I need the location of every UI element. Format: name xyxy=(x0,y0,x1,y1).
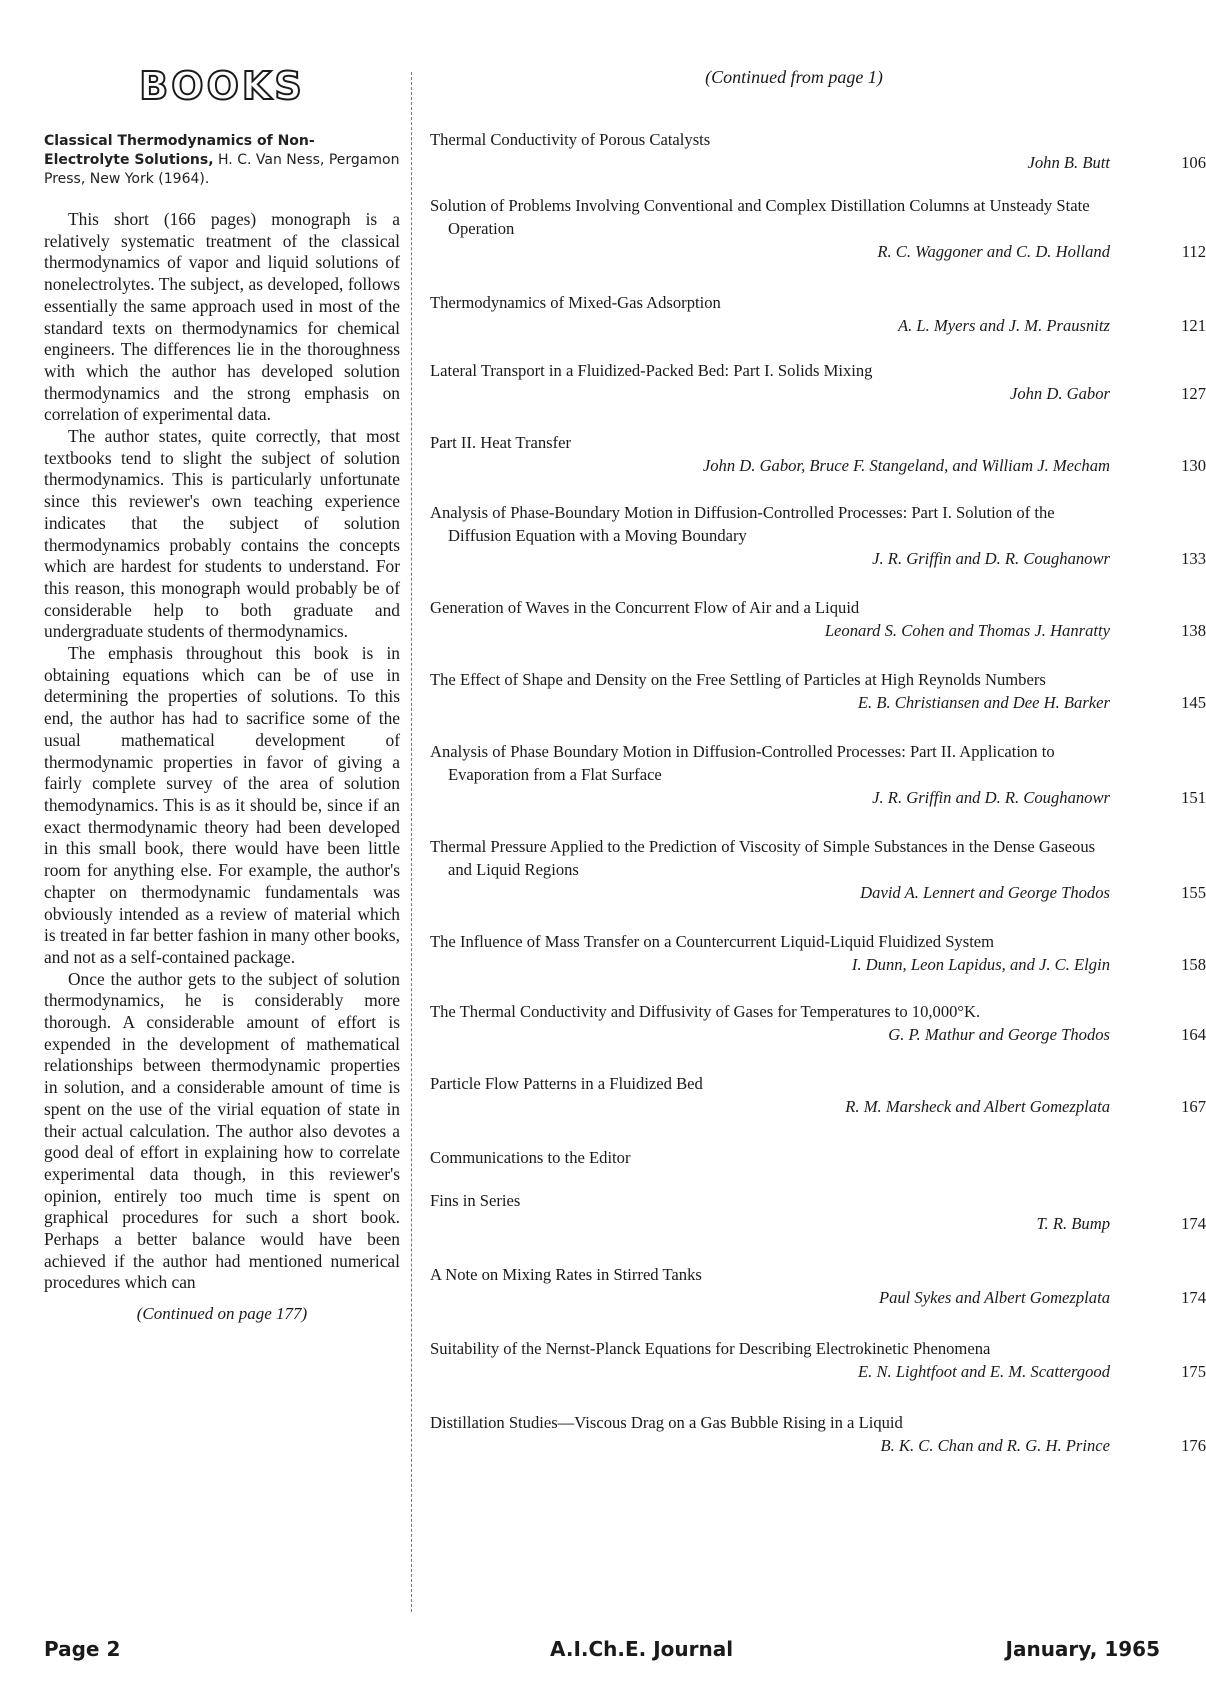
toc-byline xyxy=(430,151,1206,174)
toc-authors: I. Dunn, Leon Lapidus, and J. C. Elgin xyxy=(851,955,1110,974)
toc-authors: R. C. Waggoner and C. D. Holland xyxy=(877,242,1110,261)
books-heading: BOOKS xyxy=(139,64,305,108)
toc-page-number: 167 xyxy=(1181,1097,1206,1116)
page-number: Page 2 xyxy=(44,1637,121,1661)
toc-authors: A. L. Myers and J. M. Prausnitz xyxy=(897,316,1110,335)
toc-authors: E. B. Christiansen and Dee H. Barker xyxy=(857,693,1110,712)
toc-page-number: 133 xyxy=(1181,549,1206,568)
toc-page-number: 174 xyxy=(1181,1214,1206,1233)
toc-byline xyxy=(430,314,1206,337)
review-paragraph: This short (166 pages) monograph is a relatively systematic treatment of the classical thermodynamics of vapor and liquid solutions of nonelectrolytes. The subject, as developed, follows essentially the same approach used in most of the standard texts on thermodynamics for chemical engineers. The differences lie in the thoroughness with which the author has developed solution thermodynamics and the strong emphasis on correlation of experimental data. xyxy=(44,209,400,425)
toc-authors: J. R. Griffin and D. R. Coughanowr xyxy=(872,788,1110,807)
book-citation xyxy=(44,132,400,189)
toc-authors: John D. Gabor, Bruce F. Stangeland, and William J. Mecham xyxy=(702,456,1110,475)
toc-byline xyxy=(430,1434,1206,1457)
toc-title: Particle Flow Patterns in a Fluidized Bed xyxy=(430,1074,703,1093)
toc-title: Fins in Series xyxy=(430,1191,521,1210)
toc-title: The Effect of Shape and Density on the Free Settling of Particles at High Reynolds Numbers xyxy=(430,670,1046,689)
toc-entry xyxy=(430,1000,1206,1046)
review-paragraph: The author states, quite correctly, that most textbooks tend to slight the subject of solution thermodynamics. This is particularly unfortunate since this reviewer's own teaching experience indicates that the subject of solution thermodynamics probably contains the concepts which are hardest for students to understand. For this reason, this monograph would probably be of considerable help to both graduate and undergraduate students of thermodynamics. xyxy=(44,426,400,642)
toc-list xyxy=(430,128,1206,1457)
toc-authors: G. P. Mathur and George Thodos xyxy=(888,1025,1110,1044)
toc-authors: John B. Butt xyxy=(1027,153,1110,172)
toc-title: Generation of Waves in the Concurrent Flow of Air and a Liquid xyxy=(430,598,860,617)
issue-date: January, 1965 xyxy=(1005,1637,1160,1661)
toc-title: Distillation Studies—Viscous Drag on a Gas Bubble Rising in a Liquid xyxy=(430,1413,903,1432)
toc-authors: R. M. Marsheck and Albert Gomezplata xyxy=(845,1097,1110,1116)
toc-page-number: 138 xyxy=(1181,621,1206,640)
toc-authors: David A. Lennert and George Thodos xyxy=(860,883,1110,902)
toc-entry xyxy=(430,1337,1206,1383)
toc-byline xyxy=(430,547,1206,570)
review-paragraph: Once the author gets to the subject of solution thermodynamics, he is considerably more thorough. A considerable amount of effort is expended in the development of mathematical relationships between thermodynamic properties in solution, and a considerable amount of time is spent on the use of the virial equation of state in their actual calculation. The author also devotes a good deal of effort in explaining how to correlate experimental data though, in this reviewer's opinion, entirely too much time is spent on graphical procedures for such a short book. Perhaps a better balance would have been achieved if the author had mentioned numerical procedures which can xyxy=(44,968,400,1293)
toc-title: Part II. Heat Transfer xyxy=(430,433,572,452)
toc-entry xyxy=(430,291,1206,337)
toc-page-number: 106 xyxy=(1181,153,1206,172)
toc-byline xyxy=(430,691,1206,714)
book-review-column xyxy=(44,62,400,1324)
toc-authors: J. R. Griffin and D. R. Coughanowr xyxy=(872,549,1110,568)
toc-page-number: 176 xyxy=(1181,1436,1206,1455)
toc-byline xyxy=(430,1095,1206,1118)
toc-section-heading xyxy=(430,1146,1158,1169)
toc-title: A Note on Mixing Rates in Stirred Tanks xyxy=(430,1265,702,1284)
toc-entry xyxy=(430,1189,1206,1235)
toc-entry xyxy=(430,194,1206,263)
toc-byline xyxy=(430,1212,1206,1235)
toc-page-number: 158 xyxy=(1181,955,1206,974)
toc-byline xyxy=(430,786,1206,809)
toc-page-number: 175 xyxy=(1181,1362,1206,1381)
toc-page-number: 164 xyxy=(1181,1025,1206,1044)
toc-entry xyxy=(430,930,1206,976)
toc-entry xyxy=(430,431,1206,477)
toc-byline xyxy=(430,382,1206,405)
toc-entry xyxy=(430,740,1206,809)
toc-title: Solution of Problems Involving Conventional and Complex Distillation Columns at Unsteady State Operation xyxy=(430,196,1090,238)
toc-entry xyxy=(430,359,1206,405)
toc-byline xyxy=(430,953,1206,976)
toc-entry xyxy=(430,128,1206,174)
toc-entry xyxy=(430,1411,1206,1457)
toc-authors: T. R. Bump xyxy=(1036,1214,1110,1233)
toc-page-number: 121 xyxy=(1181,316,1206,335)
toc-byline xyxy=(430,1360,1206,1383)
toc-authors: Leonard S. Cohen and Thomas J. Hanratty xyxy=(824,621,1110,640)
toc-page-number: 127 xyxy=(1181,384,1206,403)
toc-title: The Influence of Mass Transfer on a Countercurrent Liquid-Liquid Fluidized System xyxy=(430,932,995,951)
toc-page-number: 151 xyxy=(1181,788,1206,807)
toc-byline xyxy=(430,454,1206,477)
toc-byline xyxy=(430,619,1206,642)
book-title: Classical Thermodynamics of Non-Electrolyte Solutions, xyxy=(44,133,315,168)
column-divider xyxy=(411,72,412,1612)
toc-title: Suitability of the Nernst-Planck Equations for Describing Electrokinetic Phenomena xyxy=(430,1339,991,1358)
toc-page-number: 145 xyxy=(1181,693,1206,712)
toc-entry xyxy=(430,1072,1206,1118)
toc-page-number: 174 xyxy=(1181,1288,1206,1307)
continued-on-note: (Continued on page 177) xyxy=(136,1304,308,1324)
toc-title: Analysis of Phase Boundary Motion in Diffusion-Controlled Processes: Part II. Application to Evaporation from a Flat Surface xyxy=(430,742,1055,784)
toc-title: Lateral Transport in a Fluidized-Packed Bed: Part I. Solids Mixing xyxy=(430,361,873,380)
toc-title: The Thermal Conductivity and Diffusivity of Gases for Temperatures to 10,000°K. xyxy=(430,1002,981,1021)
toc-title: Thermodynamics of Mixed-Gas Adsorption xyxy=(430,293,721,312)
toc-page-number: 112 xyxy=(1181,242,1206,261)
toc-page-number: 130 xyxy=(1181,456,1206,475)
toc-title: Thermal Pressure Applied to the Prediction of Viscosity of Simple Substances in the Dense Gaseous and Liquid Regions xyxy=(430,837,1096,879)
toc-page-number: 155 xyxy=(1181,883,1206,902)
toc-byline xyxy=(430,881,1206,904)
table-of-contents xyxy=(430,62,1206,1457)
review-paragraph: The emphasis throughout this book is in obtaining equations which can be of use in determining the properties of solutions. To this end, the author has had to sacrifice some of the usual mathematical development of thermodynamic properties in favor of giving a fairly complete survey of the area of solution themodynamics. This is as it should be, since if an exact thermodynamic theory had been developed in this small book, there would have been little room for anything else. For example, the author's chapter on thermodynamic fundamentals was obviously intended as a review of material which is treated in far better fashion in many other books, and not as a self-contained package. xyxy=(44,643,400,967)
book-publication-info: H. C. Van Ness, Pergamon Press, New York (1964). xyxy=(44,152,400,187)
toc-entry xyxy=(430,501,1206,570)
continued-from-note: (Continued from page 1) xyxy=(705,67,883,87)
journal-name: A.I.Ch.E. Journal xyxy=(550,1637,734,1661)
toc-byline xyxy=(430,240,1206,263)
toc-entry xyxy=(430,835,1206,904)
toc-entry xyxy=(430,596,1206,642)
toc-title: Thermal Conductivity of Porous Catalysts xyxy=(430,130,711,149)
toc-byline xyxy=(430,1023,1206,1046)
toc-authors: E. N. Lightfoot and E. M. Scattergood xyxy=(858,1362,1110,1381)
toc-authors: Paul Sykes and Albert Gomezplata xyxy=(878,1288,1110,1307)
toc-entry xyxy=(430,1263,1206,1309)
toc-byline xyxy=(430,1286,1206,1309)
toc-authors: John D. Gabor xyxy=(1009,384,1110,403)
toc-entry xyxy=(430,668,1206,714)
toc-authors: B. K. C. Chan and R. G. H. Prince xyxy=(880,1436,1110,1455)
toc-title: Analysis of Phase-Boundary Motion in Diffusion-Controlled Processes: Part I. Solution of the Diffusion Equation with a Moving Boundary xyxy=(430,503,1055,545)
section-label: Communications to the Editor xyxy=(430,1148,631,1167)
